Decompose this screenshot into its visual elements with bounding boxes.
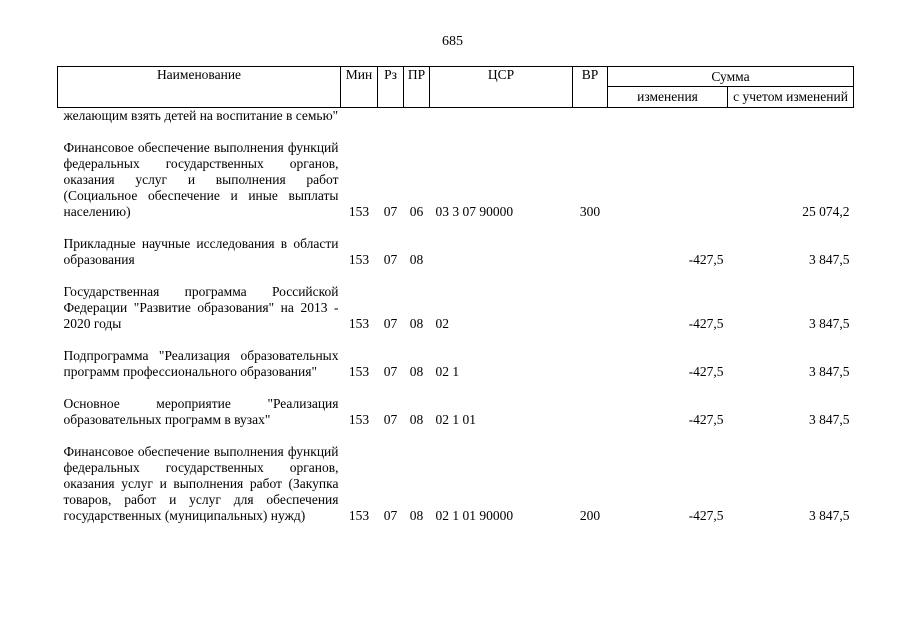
row-rz: 07 xyxy=(383,204,398,219)
row-min: 153 xyxy=(348,412,370,427)
row-csr: 02 1 01 xyxy=(435,412,476,427)
row-name: желающим взять детей на воспитание в семью" xyxy=(63,108,339,123)
row-changes: -427,5 xyxy=(688,252,724,267)
row-csr: 02 1 01 90000 xyxy=(435,508,514,523)
page-number: 685 xyxy=(442,34,463,49)
row-csr xyxy=(430,108,573,125)
header-rz: Рз xyxy=(378,67,404,108)
row-total: 3 847,5 xyxy=(809,508,850,523)
row-csr: 02 xyxy=(435,316,449,331)
header-vr: ВР xyxy=(573,67,608,108)
row-vr xyxy=(573,236,608,268)
row-name: Финансовое обеспечение выполнения функций федеральных государственных органов, оказания услуг и выполнения работ (Закупка товаров, работ и услуг для обеспечения государственных (муниципальных) нужд) xyxy=(63,444,339,523)
header-sum: Сумма xyxy=(608,67,854,87)
row-pr: 08 xyxy=(409,508,424,523)
row-rz: 07 xyxy=(383,412,398,427)
header-name: Наименование xyxy=(58,67,341,108)
row-changes: -427,5 xyxy=(688,412,724,427)
table-row xyxy=(58,444,854,524)
row-min: 153 xyxy=(348,252,370,267)
row-total: 3 847,5 xyxy=(809,364,850,379)
row-rz: 07 xyxy=(383,364,398,379)
row-vr xyxy=(573,284,608,332)
table-row xyxy=(58,396,854,428)
row-vr xyxy=(573,396,608,428)
row-csr: 02 1 xyxy=(435,364,460,379)
table-row xyxy=(58,348,854,380)
row-changes xyxy=(608,108,728,125)
header-with-changes: с учетом изменений xyxy=(728,87,854,108)
header-min: Мин xyxy=(341,67,378,108)
row-name: Подпрограмма "Реализация образовательных программ профессионального образования" xyxy=(63,348,339,379)
row-pr: 08 xyxy=(409,412,424,427)
row-csr: 03 3 07 90000 xyxy=(435,204,514,219)
row-name: Финансовое обеспечение выполнения функций федеральных государственных органов, оказания услуг и выполнения работ (Социальное обеспечение и иные выплаты населению) xyxy=(63,140,339,219)
row-pr: 08 xyxy=(409,316,424,331)
row-total: 25 074,2 xyxy=(802,204,850,219)
row-min: 153 xyxy=(348,364,370,379)
row-min: 153 xyxy=(348,316,370,331)
row-rz: 07 xyxy=(383,316,398,331)
row-pr xyxy=(404,108,430,125)
row-rz: 07 xyxy=(383,252,398,267)
table-row xyxy=(58,284,854,332)
row-name: Государственная программа Российской Федерации "Развитие образования" на 2013 - 2020 годы xyxy=(63,284,339,331)
row-total: 3 847,5 xyxy=(809,316,850,331)
row-total xyxy=(728,108,854,125)
row-pr: 08 xyxy=(409,364,424,379)
header-csr: ЦСР xyxy=(430,67,573,108)
row-vr xyxy=(573,108,608,125)
row-changes: -427,5 xyxy=(688,316,724,331)
row-rz xyxy=(378,108,404,125)
header-changes: изменения xyxy=(608,87,728,108)
header-pr: ПР xyxy=(404,67,430,108)
row-changes: -427,5 xyxy=(688,364,724,379)
row-vr: 300 xyxy=(579,204,601,219)
row-total: 3 847,5 xyxy=(809,252,850,267)
row-name: Основное мероприятие "Реализация образовательных программ в вузах" xyxy=(63,396,339,427)
row-csr xyxy=(430,236,573,268)
row-vr: 200 xyxy=(579,508,601,523)
row-min: 153 xyxy=(348,204,370,219)
budget-table xyxy=(57,66,854,524)
row-total: 3 847,5 xyxy=(809,412,850,427)
row-changes: -427,5 xyxy=(688,508,724,523)
row-pr: 06 xyxy=(409,204,424,219)
row-rz: 07 xyxy=(383,508,398,523)
row-vr xyxy=(573,348,608,380)
table-row xyxy=(58,108,854,125)
row-min: 153 xyxy=(348,508,370,523)
row-min xyxy=(341,108,378,125)
row-pr: 08 xyxy=(409,252,424,267)
row-name: Прикладные научные исследования в области образования xyxy=(63,236,339,267)
table-row xyxy=(58,236,854,268)
table-row xyxy=(58,140,854,220)
row-changes xyxy=(608,140,728,220)
